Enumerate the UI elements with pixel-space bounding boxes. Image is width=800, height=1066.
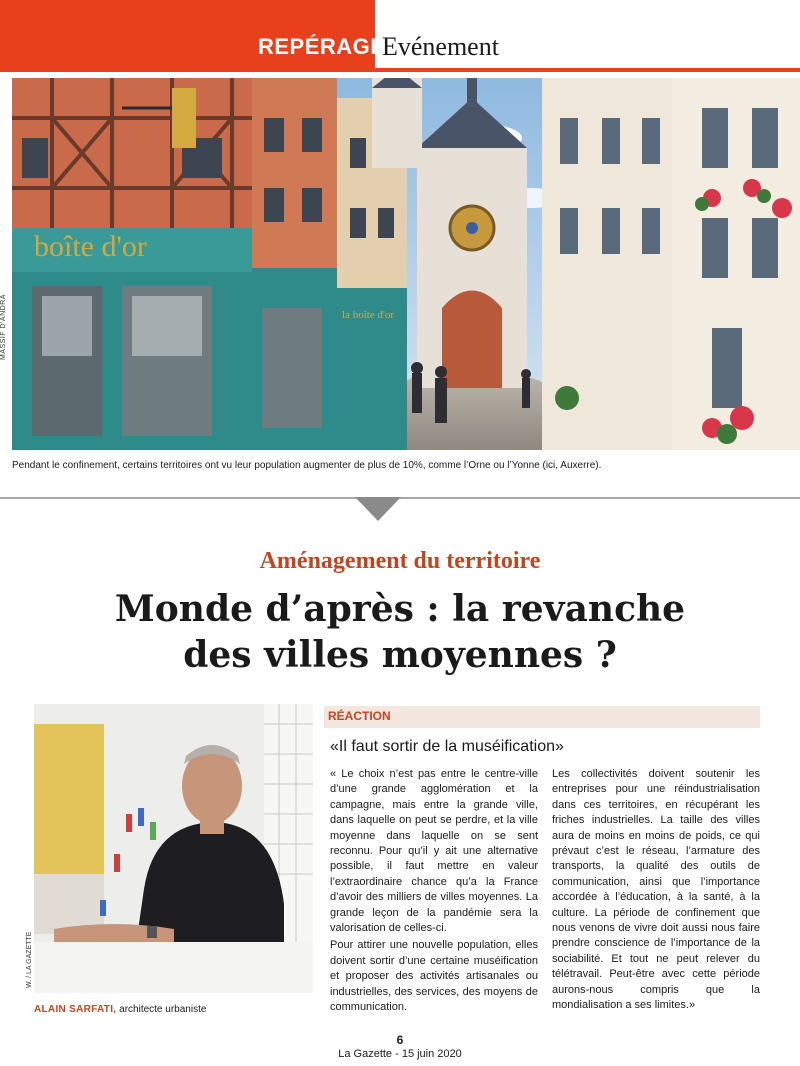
reaction-label: RÉACTION <box>328 709 391 723</box>
section-rubric: REPÉRAGES <box>258 34 401 59</box>
rubric-block <box>0 0 401 72</box>
paragraph: Pour attirer une nouvelle population, elles doivent sortir d’une certaine muséification et proposer des activités artisanales ou industrielles, des services, des moyens de communication. <box>330 939 538 1014</box>
portrait-caption <box>34 1004 206 1015</box>
paragraph: Les collectivités doivent soutenir les entreprises pour une réindustrialisation dans ces territoires, en récupérant les friches industrielles. La taille des villes aura de moins en moins de poids, ce qui prévaut c’est le réseau, l’armature des transports, la qualité des outils de communication, ainsi que l’importance accordée à l’éducation, à la santé, à la culture. La période de confinement que nous venons de vivre doit aussi nous faire prendre conscience de l’importance de la sociabilité. Et tout ne peut relever du télétravail. Peut-être avec cette période aurons-nous compris que la mondialisation a ses limites.» <box>552 768 760 1012</box>
portrait-photo <box>34 704 313 993</box>
section-subrubric: Evénement <box>382 32 499 61</box>
headline-line-1: Monde d’après : la revanche <box>114 588 686 630</box>
reaction-bar <box>324 706 760 728</box>
publication-footer: La Gazette - 15 juin 2020 <box>338 1048 462 1060</box>
shop-sign: boîte d'or <box>34 230 147 263</box>
article-kicker: Aménagement du territoire <box>259 548 541 574</box>
portrait-name: ALAIN SARFATI, <box>34 1004 117 1015</box>
text-column-2 <box>552 767 760 1016</box>
page-number: 6 <box>396 1033 404 1047</box>
portrait-credit: W. / LA GAZETTE <box>26 931 33 988</box>
article-headline <box>0 586 800 678</box>
portrait-role: architecte urbaniste <box>116 1004 207 1015</box>
photo-caption: Pendant le confinement, certains territoires ont vu leur population augmenter de plus de 10%, comme l’Orne ou l’Yonne (ici, Auxerre). <box>12 460 602 471</box>
header-rule <box>375 68 800 72</box>
quote-title: «Il faut sortir de la muséification» <box>330 738 564 755</box>
hero-photo <box>12 78 800 450</box>
paragraph: « Le choix n’est pas entre le centre-ville d’une grande agglomération et la campagne, mais entre la grande ville, dans laquelle on peut se perdre, et la ville moyenne dans laquelle on se sent reconnu. Pour qu’il y ait une alternative possible, il faut mettre en valeur l’extraordinaire chance qu’a la France d’avoir des milliers de villes moyennes. La grande leçon de la pandémie sera la valorisation de celles-ci. <box>330 768 538 935</box>
headline-line-2: des villes moyennes ? <box>183 634 617 676</box>
photo-credit: MASSIF D'ANDRA <box>0 294 7 360</box>
text-column-1 <box>330 767 538 1018</box>
page-header <box>0 0 800 72</box>
shop-sign-small: la boîte d'or <box>342 309 395 321</box>
section-divider <box>0 497 800 525</box>
